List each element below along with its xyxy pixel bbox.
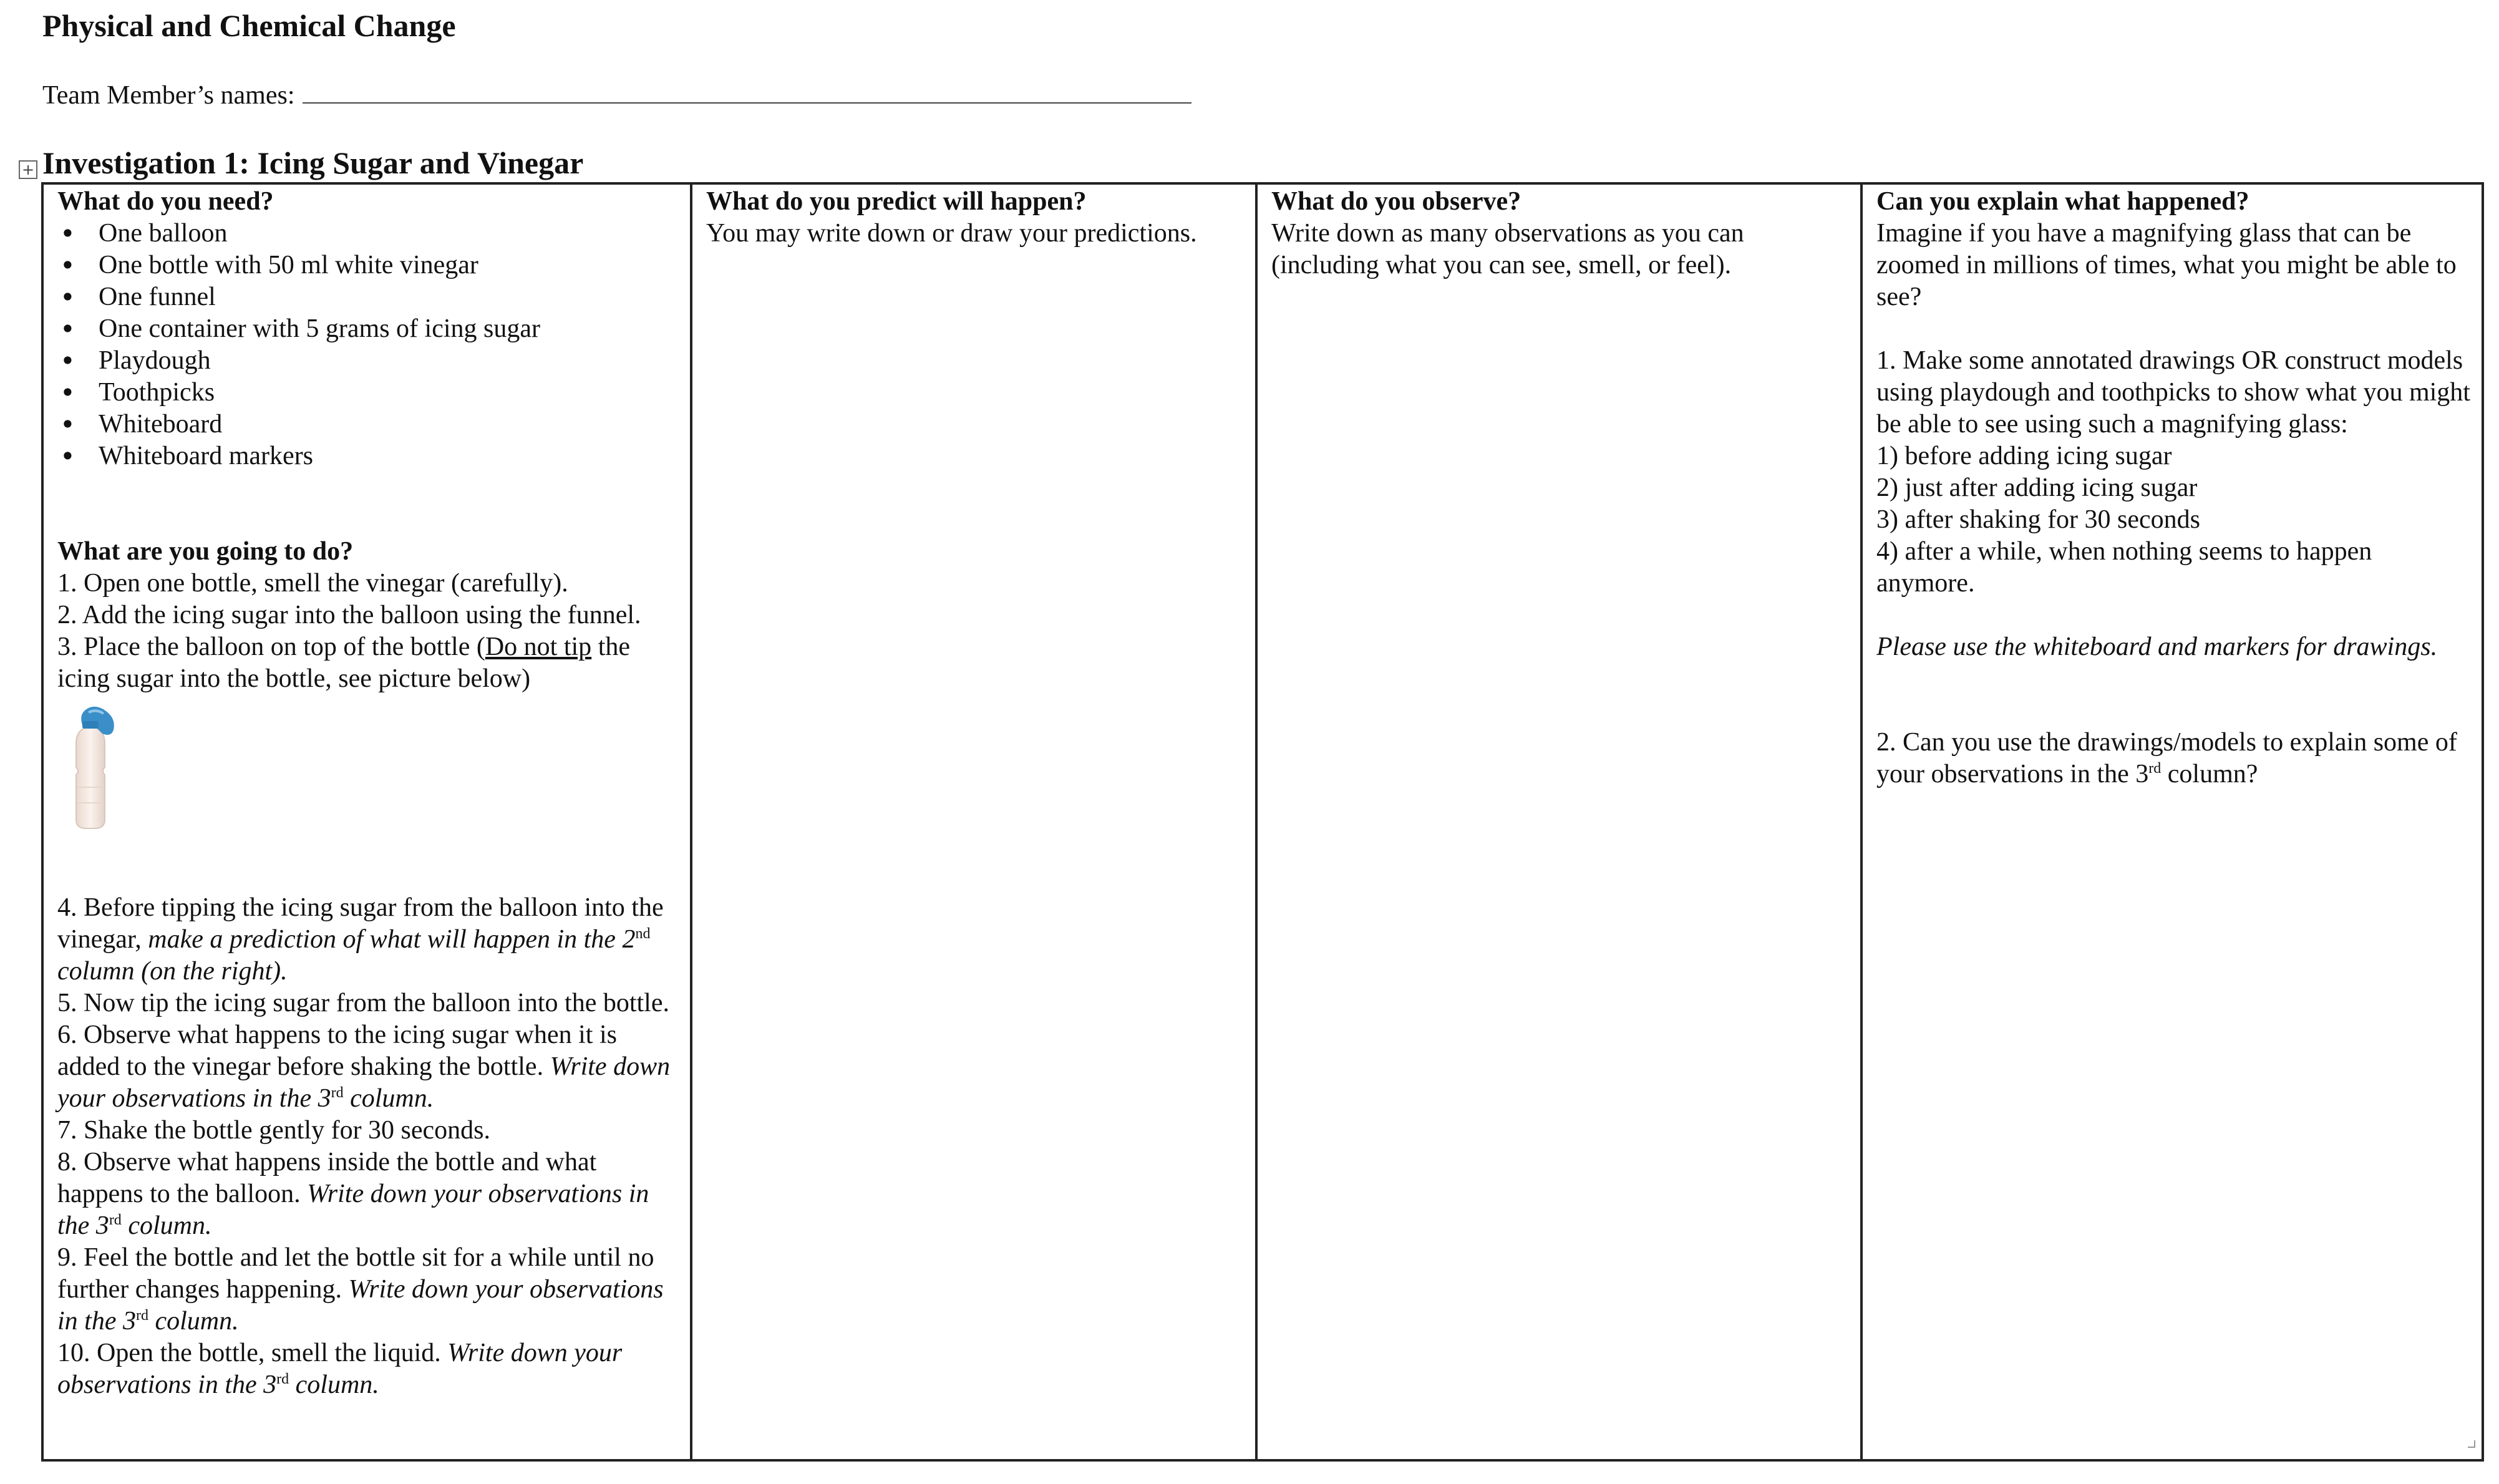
explain-task-1: 1. Make some annotated drawings OR construct models using playdough and toothpicks to show what you might be able to see using such a magnifying glass: xyxy=(1876,346,2470,439)
column-explain[interactable] xyxy=(1860,185,2482,1459)
bottle-with-balloon-picture xyxy=(57,700,677,832)
column-what-you-need xyxy=(44,185,690,1459)
list-item: • One funnel xyxy=(57,281,677,313)
table-resize-handle-icon[interactable] xyxy=(2468,1440,2475,1448)
bottle-with-balloon-image xyxy=(57,700,132,832)
step-6: 6. Observe what happens to the icing sugar when it is added to the vinegar before shaking the bottle. Write down your observations in the 3rd column. xyxy=(57,1021,671,1113)
step-5: 5. Now tip the icing sugar from the balloon into the bottle. xyxy=(57,989,669,1017)
explain-sub-1: 1) before adding icing sugar xyxy=(1876,442,2172,470)
column-predict[interactable] xyxy=(690,185,1255,1459)
explain-intro: Imagine if you have a magnifying glass that can be zoomed in millions of times, what you might be able to see? xyxy=(1876,219,2457,311)
page-title: Physical and Chemical Change xyxy=(42,8,456,43)
step-4: 4. Before tipping the icing sugar from the balloon into the vinegar, make a prediction of what will happen in the 2nd column (on the right). xyxy=(57,893,664,986)
step-1: 1. Open one bottle, smell the vinegar (carefully). xyxy=(57,569,568,598)
step-8: 8. Observe what happens inside the bottle and what happens to the balloon. Write down your observations in the 3rd column. xyxy=(57,1148,649,1240)
investigation-title: Investigation 1: Icing Sugar and Vinegar xyxy=(42,145,584,180)
list-item: • Whiteboard markers xyxy=(57,440,677,472)
spacer xyxy=(1876,599,2477,631)
step-10: 10. Open the bottle, smell the liquid. Write down your observations in the 3rd column. xyxy=(57,1339,623,1399)
explain-note: Please use the whiteboard and markers for drawings. xyxy=(1876,633,2438,661)
investigation-table xyxy=(41,182,2484,1462)
list-item: • Toothpicks xyxy=(57,377,677,409)
explain-sub-2: 2) just after adding icing sugar xyxy=(1876,473,2198,502)
team-names-label: Team Member’s names: xyxy=(42,81,295,110)
list-item: • Playdough xyxy=(57,345,677,377)
column-observe[interactable] xyxy=(1255,185,1860,1459)
list-item: • Whiteboard xyxy=(57,409,677,440)
list-item: • One container with 5 grams of icing sugar xyxy=(57,313,677,345)
explain-heading: Can you explain what happened? xyxy=(1876,187,2249,216)
explain-sub-4: 4) after a while, when nothing seems to happen anymore. xyxy=(1876,537,2372,598)
step-2: 2. Add the icing sugar into the balloon using the funnel. xyxy=(57,601,641,629)
observe-heading: What do you observe? xyxy=(1271,187,1521,216)
spacer xyxy=(57,472,677,536)
team-names-blank[interactable] xyxy=(303,71,1191,104)
step-7: 7. Shake the bottle gently for 30 seconds. xyxy=(57,1116,491,1145)
do-heading: What are you going to do? xyxy=(57,537,354,566)
team-names-line xyxy=(42,71,1191,115)
explain-task-2: 2. Can you use the drawings/models to explain some of your observations in the 3rd column? xyxy=(1876,728,2457,788)
list-item: • One balloon xyxy=(57,218,677,250)
table-move-handle-icon[interactable]: + xyxy=(19,160,37,179)
needs-list xyxy=(57,218,677,472)
do-not-tip-emphasis: Do not tip xyxy=(485,633,592,661)
spacer xyxy=(1876,663,2477,727)
spacer xyxy=(1876,313,2477,345)
step-3: 3. Place the balloon on top of the bottle (Do not tip the icing sugar into the bottle, see picture below) xyxy=(57,633,630,693)
step-9: 9. Feel the bottle and let the bottle sit for a while until no further changes happening. Write down your observations in the 3rd column. xyxy=(57,1243,664,1336)
need-heading: What do you need? xyxy=(57,187,274,216)
observe-instructions: Write down as many observations as you can (including what you can see, smell, or feel). xyxy=(1271,219,1744,279)
list-item: • One bottle with 50 ml white vinegar xyxy=(57,250,677,281)
predict-instructions: You may write down or draw your predictions. xyxy=(706,219,1197,248)
explain-sub-3: 3) after shaking for 30 seconds xyxy=(1876,505,2201,534)
predict-heading: What do you predict will happen? xyxy=(706,187,1087,216)
